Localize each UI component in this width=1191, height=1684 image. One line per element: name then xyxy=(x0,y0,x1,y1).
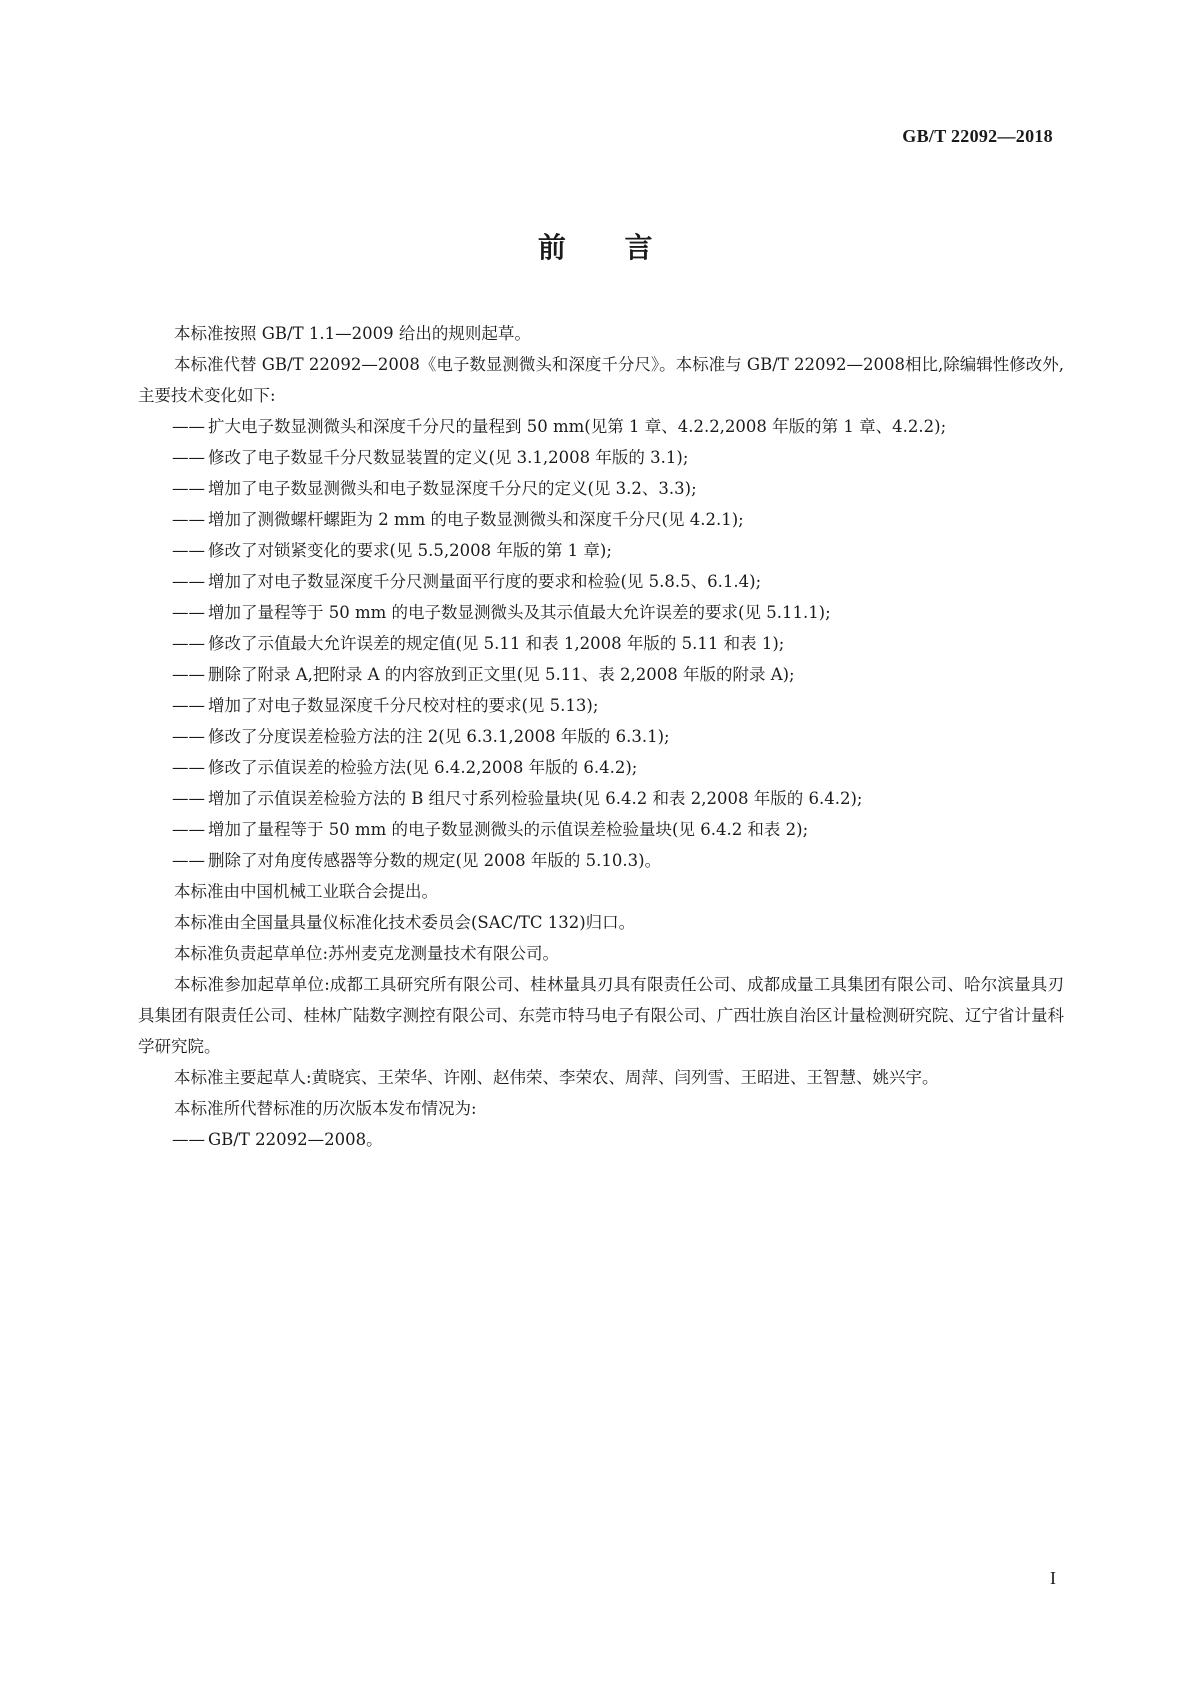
dash-marker: —— xyxy=(172,758,205,777)
dash-marker: —— xyxy=(172,634,205,653)
change-item xyxy=(172,721,1064,752)
change-item xyxy=(172,814,1064,845)
dash-marker: —— xyxy=(172,727,205,746)
change-item xyxy=(172,628,1064,659)
change-text: 修改了电子数显千分尺数显装置的定义(见 3.1,2008 年版的 3.1); xyxy=(208,448,689,467)
closing-paragraph: 本标准由中国机械工业联合会提出。 xyxy=(174,882,438,901)
change-text: 增加了对电子数显深度千分尺校对柱的要求(见 5.13); xyxy=(208,696,599,715)
dash-marker: —— xyxy=(172,572,205,591)
page-number: I xyxy=(1050,1568,1056,1588)
change-text: 增加了电子数显测微头和电子数显深度千分尺的定义(见 3.2、3.3); xyxy=(208,479,697,498)
document-code: GB/T 22092—2018 xyxy=(902,126,1053,146)
dash-marker: —— xyxy=(172,789,205,808)
change-item xyxy=(172,783,1064,814)
change-item xyxy=(172,690,1064,721)
title-char: 前 xyxy=(537,231,567,264)
change-item xyxy=(172,566,1064,597)
dash-marker: —— xyxy=(172,541,205,560)
previous-version-text: GB/T 22092—2008。 xyxy=(208,1130,383,1149)
change-text: 删除了附录 A,把附录 A 的内容放到正文里(见 5.11、表 2,2008 年版的附录 A); xyxy=(208,665,795,684)
closing-paragraph: 本标准参加起草单位:成都工具研究所有限公司、桂林量具刃具有限责任公司、成都成量工具集团有限公司、哈尔滨量具刃具集团有限责任公司、桂林广陆数字测控有限公司、东莞市特马电子有限公司、广西壮族自治区计量检测研究院、辽宁省计量科学研究院。 xyxy=(138,975,1064,1056)
change-item xyxy=(172,659,1064,690)
dash-marker: —— xyxy=(172,448,205,467)
dash-marker: —— xyxy=(172,479,205,498)
change-text: 修改了对锁紧变化的要求(见 5.5,2008 年版的第 1 章); xyxy=(208,541,612,560)
closing-paragraph: 本标准由全国量具量仪标准化技术委员会(SAC/TC 132)归口。 xyxy=(174,913,636,932)
dash-marker: —— xyxy=(172,696,205,715)
dash-marker: —— xyxy=(172,417,205,436)
change-text: 增加了量程等于 50 mm 的电子数显测微头及其示值最大允许误差的要求(见 5.11.1); xyxy=(208,603,831,622)
change-text: 修改了示值最大允许误差的规定值(见 5.11 和表 1,2008 年版的 5.11 和表 1); xyxy=(208,634,785,653)
change-text: 删除了对角度传感器等分数的规定(见 2008 年版的 5.10.3)。 xyxy=(208,851,662,870)
previous-version-item xyxy=(172,1124,1064,1155)
document-body xyxy=(138,318,1064,1155)
closing-paragraph: 本标准所代替标准的历次版本发布情况为: xyxy=(174,1099,477,1118)
dash-marker: —— xyxy=(172,603,205,622)
change-text: 修改了分度误差检验方法的注 2(见 6.3.1,2008 年版的 6.3.1); xyxy=(208,727,670,746)
change-item xyxy=(172,535,1064,566)
change-text: 增加了对电子数显深度千分尺测量面平行度的要求和检验(见 5.8.5、6.1.4); xyxy=(208,572,762,591)
dash-marker: —— xyxy=(172,1130,205,1149)
change-item xyxy=(172,473,1064,504)
dash-marker: —— xyxy=(172,510,205,529)
change-item xyxy=(172,597,1064,628)
title-char: 言 xyxy=(624,231,654,264)
dash-marker: —— xyxy=(172,851,205,870)
change-item xyxy=(172,504,1064,535)
page-title xyxy=(0,226,1191,266)
change-text: 增加了测微螺杆螺距为 2 mm 的电子数显测微头和深度千分尺(见 4.2.1); xyxy=(208,510,744,529)
closing-paragraph: 本标准主要起草人:黄晓宾、王荣华、许刚、赵伟荣、李荣农、周萍、闫列雪、王昭进、王智慧、姚兴宇。 xyxy=(174,1068,939,1087)
change-text: 修改了示值误差的检验方法(见 6.4.2,2008 年版的 6.4.2); xyxy=(208,758,638,777)
change-text: 增加了示值误差检验方法的 B 组尺寸系列检验量块(见 6.4.2 和表 2,2008 年版的 6.4.2); xyxy=(208,789,863,808)
change-item xyxy=(172,845,1064,876)
intro-paragraph: 本标准按照 GB/T 1.1—2009 给出的规则起草。 xyxy=(174,324,531,343)
change-text: 增加了量程等于 50 mm 的电子数显测微头的示值误差检验量块(见 6.4.2 和表 2); xyxy=(208,820,809,839)
change-text: 扩大电子数显测微头和深度千分尺的量程到 50 mm(见第 1 章、4.2.2,2008 年版的第 1 章、4.2.2); xyxy=(208,417,947,436)
change-item xyxy=(172,411,1064,442)
change-item xyxy=(172,752,1064,783)
closing-paragraph: 本标准负责起草单位:苏州麦克龙测量技术有限公司。 xyxy=(174,944,560,963)
intro-paragraph: 本标准代替 GB/T 22092—2008《电子数显测微头和深度千分尺》。本标准与 GB/T 22092—2008相比,除编辑性修改外,主要技术变化如下: xyxy=(138,355,1064,405)
dash-marker: —— xyxy=(172,665,205,684)
change-item xyxy=(172,442,1064,473)
dash-marker: —— xyxy=(172,820,205,839)
